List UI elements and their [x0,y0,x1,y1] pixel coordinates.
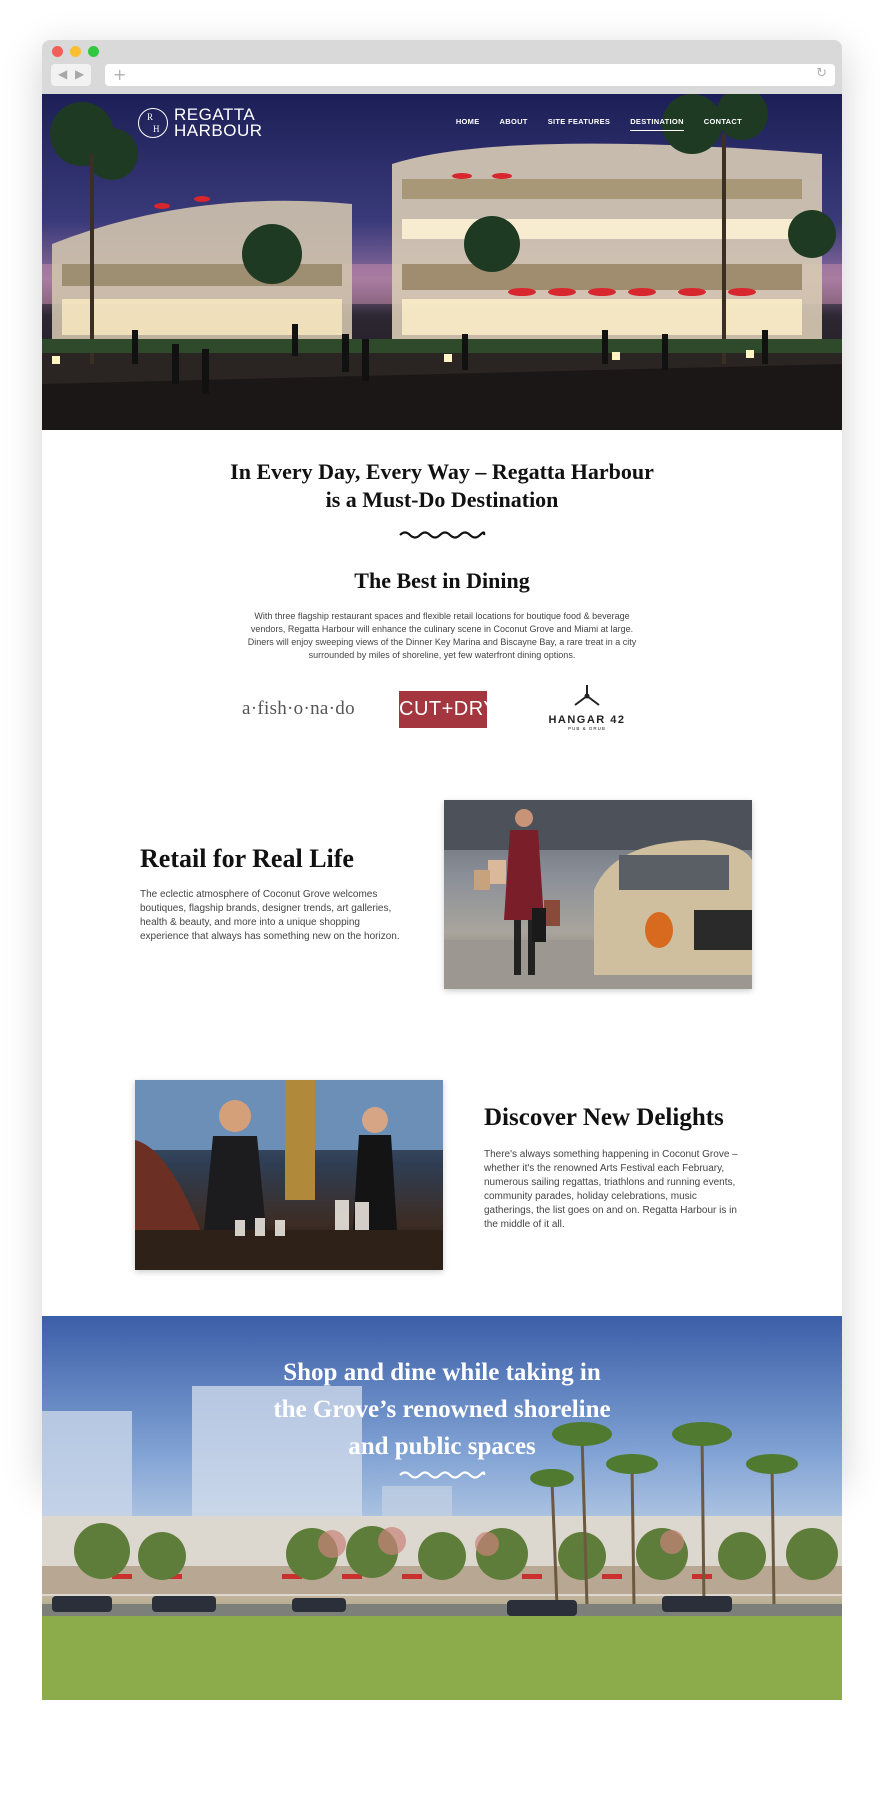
hero-image [42,94,842,430]
bartender-illustration [135,1080,443,1270]
wave-divider-light-icon [398,1470,486,1480]
nav-contact[interactable]: CONTACT [703,117,742,126]
web-page [42,94,842,1700]
logo-text-line2: HARBOUR [174,121,263,140]
nav-about[interactable]: ABOUT [499,117,528,126]
main-nav [456,117,742,131]
dining-body: With three flagship restaurant spaces and flexible retail locations for boutique food & beverage vendors, Regatta Harbour will enhance the culinary scene in Coconut Grove and Miami at large. Diners will enjoy sweeping views of the Dinner Key Marina and Biscayne Bay, a rare treat in a city surrounded by miles of shoreline, yet few waterfront dining options. [247,611,637,660]
discover-heading: Discover New Delights [484,1104,724,1131]
logo-text-line1: REGATTA [174,105,256,124]
back-arrow-icon[interactable]: ◀ [58,67,68,81]
shoreline-headline-line1: Shop and dine while taking in [283,1359,601,1386]
page-title-line2: is a Must-Do Destination [325,487,559,512]
shoreline-headline [42,1354,842,1465]
hangar-42-logo[interactable] [547,685,627,731]
logo-monogram [138,108,168,138]
forward-arrow-icon[interactable]: ▶ [75,67,85,81]
address-bar[interactable] [105,64,835,86]
close-window-button[interactable] [52,46,63,57]
hero-illustration [42,94,842,430]
maximize-window-button[interactable] [88,46,99,57]
hangar-42-tagline: PUB & GRUB [568,726,606,731]
minimize-window-button[interactable] [70,46,81,57]
retail-heading: Retail for Real Life [140,844,354,873]
logo-text [174,107,263,139]
retail-photo [444,800,752,989]
history-buttons [51,64,91,86]
reload-icon[interactable]: ↻ [816,66,827,81]
browser-chrome [42,40,842,94]
discover-body: There's always something happening in Coconut Grove – whether it's the renowned Arts Festival each February, numerous sailing regattas, triathlons and running events, community parades, holiday celebrations, music gatherings, the list goes on and on. Regatta Harbour is in the middle of it all. [484,1149,738,1230]
discover-photo [135,1080,443,1270]
shopper-illustration [444,800,752,989]
shoreline-headline-line2: the Grove’s renowned shoreline [273,1396,611,1423]
wave-divider-icon [398,530,486,540]
logo-initial-h: H [153,124,160,134]
page-title-line1: In Every Day, Every Way – Regatta Harbour [230,459,654,484]
shoreline-headline-line3: and public spaces [348,1433,536,1460]
dining-heading: The Best in Dining [354,568,530,593]
nav-home[interactable]: HOME [455,117,480,126]
nav-site-features[interactable]: SITE FEATURES [547,117,611,126]
retail-body: The eclectic atmosphere of Coconut Grove welcomes boutiques, flagship brands, designer trends, art galleries, health & beauty, and more into a unique shopping experience that always has something new on the horizon. [140,889,400,942]
aficionado-logo[interactable]: a·fish·o·na·do [242,698,355,719]
hangar-42-name: HANGAR 42 [548,714,626,726]
cut-dry-logo[interactable]: CUT+DRY [399,691,487,728]
logo-initial-r: R [147,112,154,122]
page-title [42,458,842,514]
propeller-icon [572,685,602,707]
nav-destination[interactable]: DESTINATION [630,117,684,131]
new-tab-icon[interactable]: + [113,65,127,84]
